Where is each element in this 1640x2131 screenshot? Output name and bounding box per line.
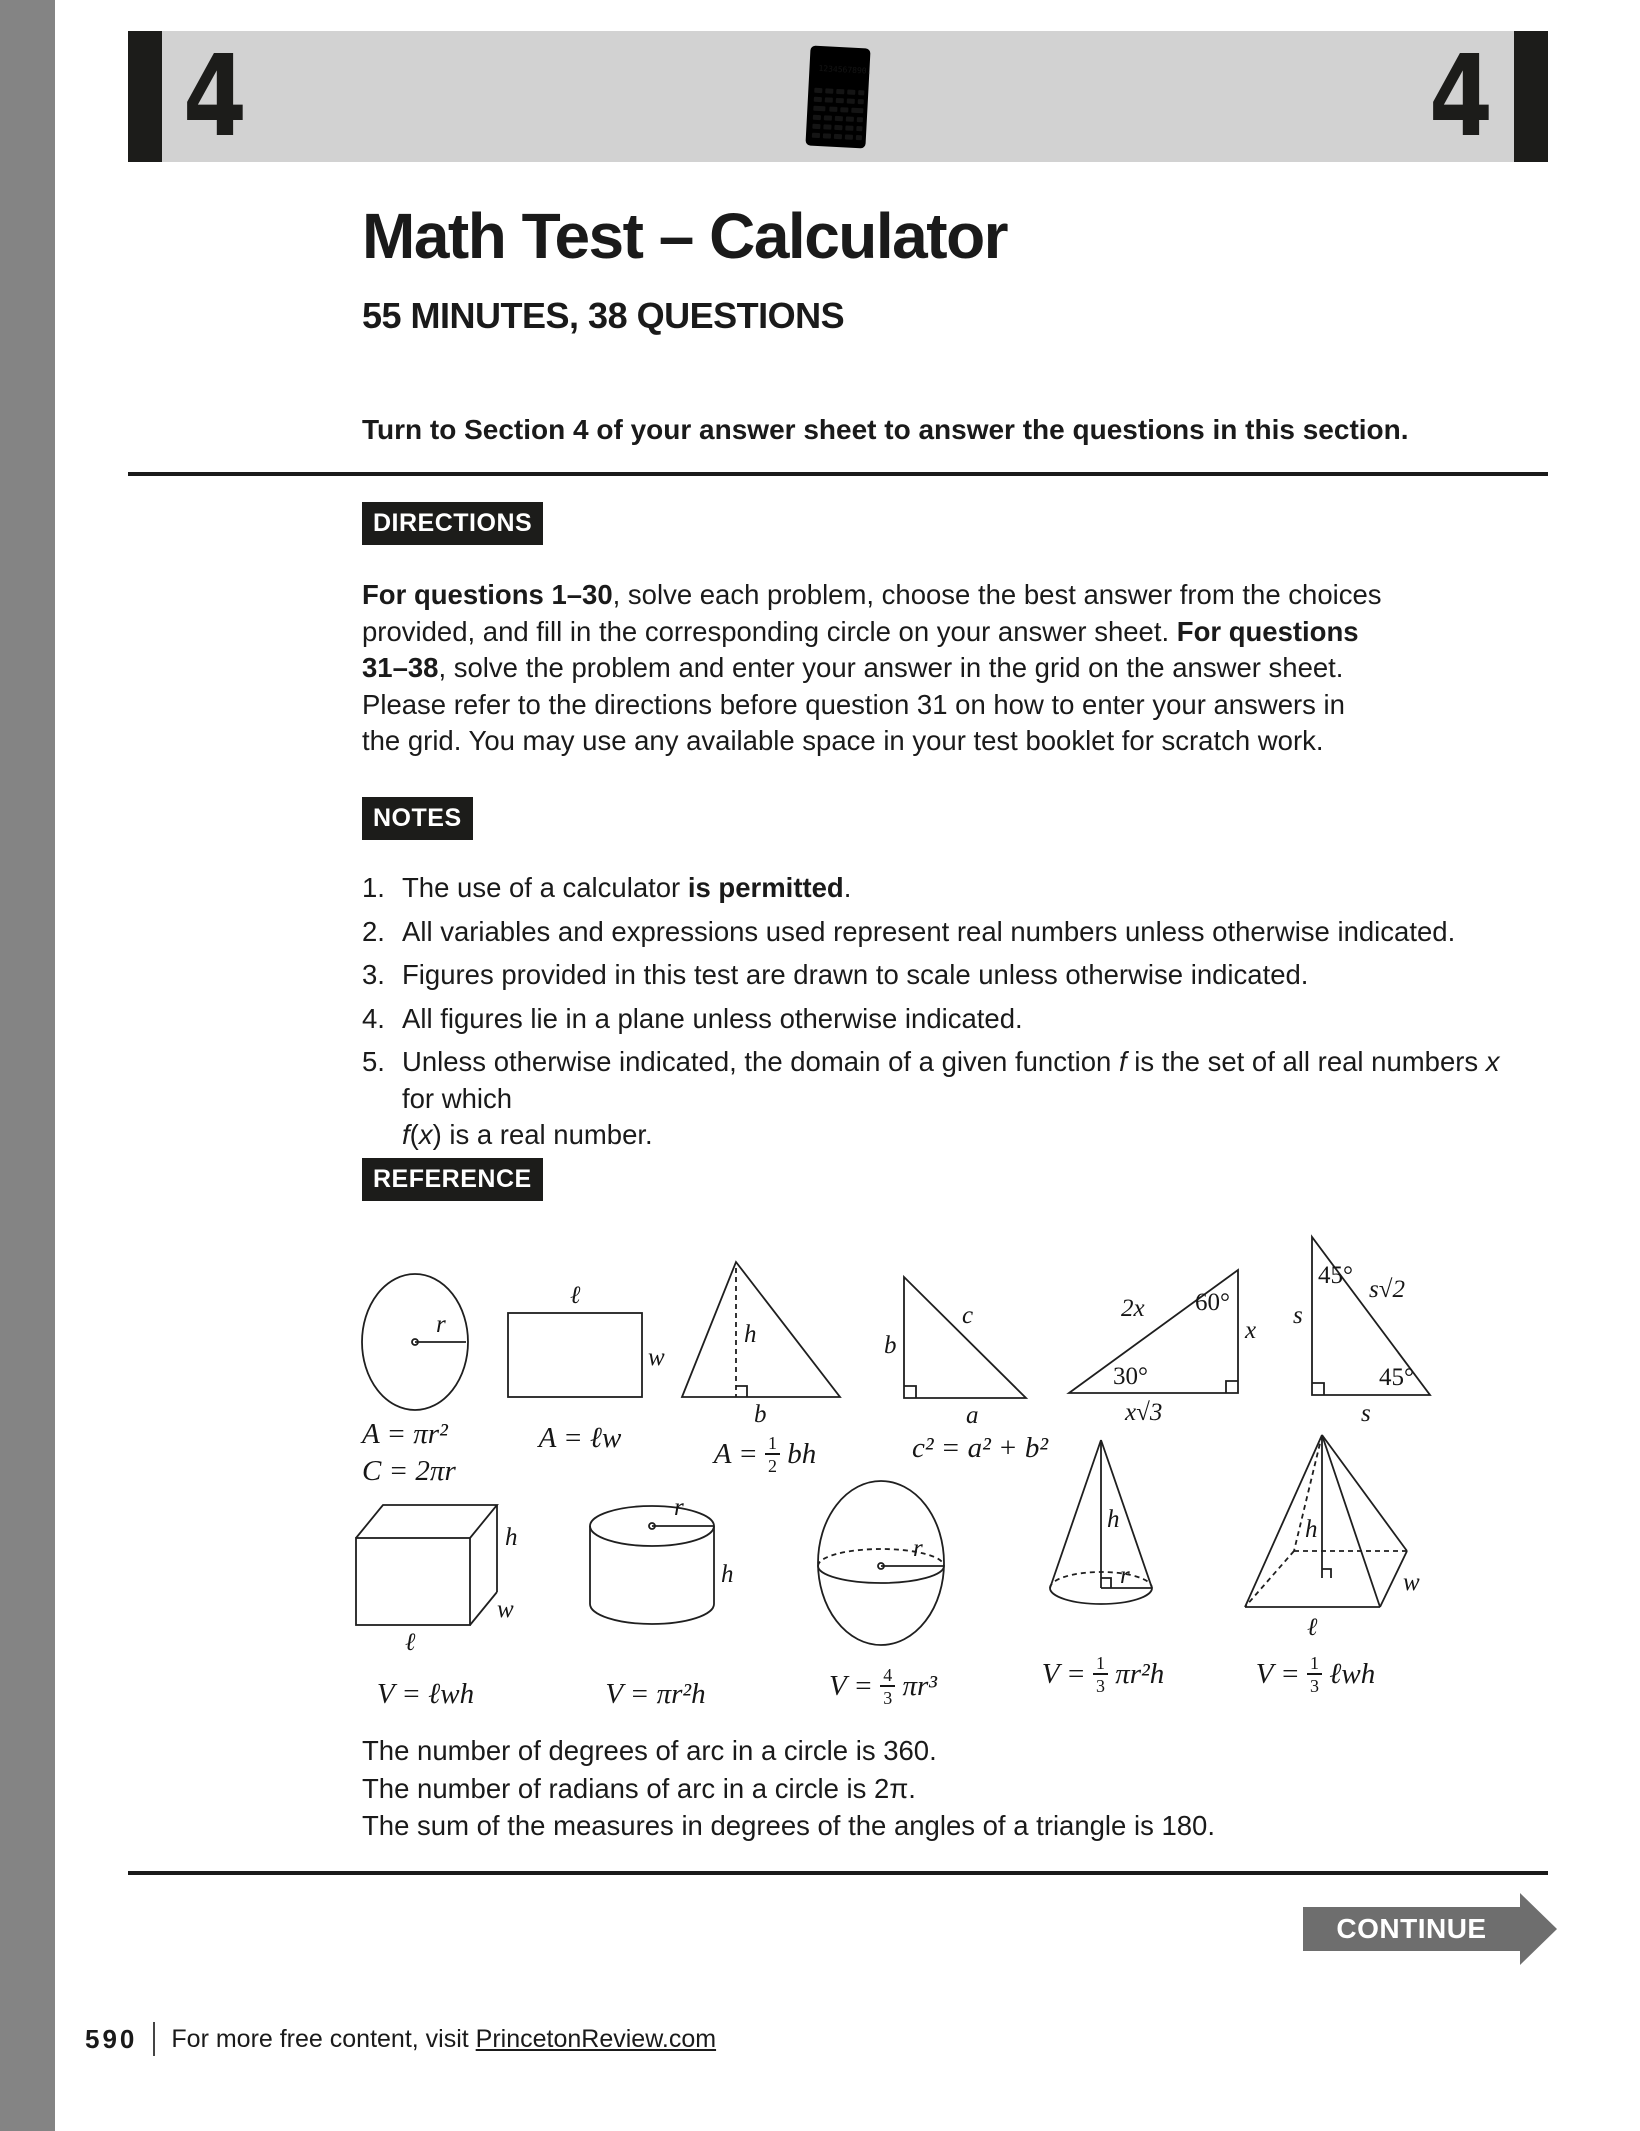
triangle-45-45-90-figure: [1285, 1225, 1455, 1430]
circle-area-formula: A = πr²: [362, 1418, 448, 1450]
page-title: Math Test – Calculator: [362, 200, 1008, 272]
triangle-base-label: b: [754, 1401, 767, 1428]
subtitle-time-questions: 55 MINUTES, 38 QUESTIONS: [362, 295, 845, 336]
directions-bold-1-30: For questions 1–30: [362, 579, 613, 610]
note-number: 4.: [362, 1002, 385, 1034]
note-item-3: [362, 957, 1502, 994]
calculator-icon: [803, 43, 872, 150]
pyramid-figure: [1235, 1425, 1430, 1640]
fraction: [1093, 1654, 1108, 1695]
triangle-area-formula: [660, 1434, 870, 1475]
box-height-label: h: [505, 1524, 518, 1551]
right-triangle-figure: [880, 1265, 1050, 1435]
formula-post: bh: [780, 1438, 817, 1470]
header-left-endcap: [128, 31, 162, 162]
sphere-figure: [815, 1478, 955, 1650]
formula-pre: V =: [1041, 1658, 1093, 1690]
cone-radius-label: r: [1120, 1562, 1130, 1589]
fraction: [765, 1434, 780, 1475]
directions-text-a: , solve each problem, choose the best answer from the choices provided, and fill in the corresponding circle on your answer sheet.: [362, 579, 1382, 647]
circle-radius-label: r: [436, 1311, 446, 1338]
formula-pre: V =: [1255, 1658, 1308, 1690]
sphere-radius-label: r: [913, 1535, 923, 1562]
pyramid-height-label: h: [1305, 1516, 1318, 1543]
directions-bold-31-38: For questions 31–38: [362, 615, 1359, 683]
fact-triangle-sum: The sum of the measures in degrees of the angles of a triangle is 180.: [362, 1810, 1215, 1841]
pyramid-volume-formula: [1238, 1654, 1393, 1695]
rt-base-a-label: a: [966, 1402, 979, 1429]
pyramid-width-label: w: [1403, 1569, 1420, 1596]
pyramid-length-label: ℓ: [1307, 1614, 1318, 1641]
box-width-label: w: [497, 1596, 514, 1623]
base-s-label: s: [1361, 1400, 1371, 1427]
fraction-numerator: 1: [1307, 1654, 1322, 1675]
note5-paren-open: (: [409, 1119, 419, 1150]
angle-45-bottom-label: 45°: [1379, 1364, 1414, 1391]
pythagorean-formula: c² = a² + b²: [911, 1432, 1049, 1464]
cone-figure: [1040, 1432, 1170, 1612]
box-volume-formula: V = ℓwh: [376, 1678, 475, 1710]
note1-text: The use of a calculator: [402, 872, 688, 903]
section-number-right: 4: [1429, 31, 1493, 162]
note-number: 2.: [362, 915, 385, 947]
rect-width-label: w: [648, 1344, 665, 1371]
cone-height-label: h: [1107, 1506, 1120, 1533]
fact-degrees: The number of degrees of arc in a circle is 360.: [362, 1735, 937, 1766]
footer-text-prefix: For more free content, visit: [171, 2024, 476, 2053]
cylinder-height-label: h: [721, 1561, 734, 1588]
fraction-denominator: 2: [768, 1455, 777, 1476]
princeton-review-link[interactable]: PrincetonReview.com: [475, 2024, 717, 2053]
rt-hypotenuse-c-label: c: [962, 1302, 974, 1329]
page-footer: [85, 2022, 716, 2056]
divider-rule-bottom: [128, 1871, 1548, 1875]
continue-arrow-icon: [1520, 1893, 1557, 1965]
reference-facts: [362, 1732, 1215, 1845]
base-xroot3-label: x√3: [1125, 1399, 1163, 1426]
note5-text-d: ) is a real number.: [432, 1119, 653, 1150]
formula-pre: A =: [713, 1438, 766, 1470]
note1-bold: is permitted: [687, 872, 844, 903]
note5-text-b: is the set of all real numbers: [1126, 1046, 1486, 1077]
fraction: [880, 1666, 895, 1707]
fraction-numerator: 1: [765, 1434, 780, 1455]
circle-formulas: [362, 1416, 456, 1490]
fraction: [1307, 1654, 1322, 1695]
directions-text-b: , solve the problem and enter your answer in the grid on the answer sheet. Please refer to the directions before question 31 on how to enter your answers in the grid. You may use any available space in your test booklet for scratch work.: [362, 652, 1345, 756]
rectangle-area-formula: A = ℓw: [538, 1422, 622, 1454]
note-item-1: [362, 870, 1502, 907]
fraction-denominator: 3: [883, 1687, 893, 1708]
rect-length-label: ℓ: [570, 1282, 581, 1309]
note5-x2-italic: x: [418, 1119, 433, 1150]
turn-instruction: Turn to Section 4 of your answer sheet to answer the questions in this section.: [362, 414, 1409, 445]
fraction-denominator: 3: [1096, 1675, 1105, 1696]
note-item-4: [362, 1001, 1502, 1038]
directions-label: DIRECTIONS: [362, 502, 543, 545]
cylinder-figure: [580, 1494, 740, 1633]
directions-paragraph: [362, 577, 1382, 760]
note1-period: .: [843, 872, 852, 903]
note-text: [402, 870, 1502, 907]
triangle-30-60-90-figure: [1055, 1258, 1260, 1428]
divider-rule-top: [128, 472, 1548, 476]
note-number: 3.: [362, 959, 385, 990]
angle-60-label: 60°: [1195, 1289, 1230, 1316]
cone-volume-formula: [1018, 1654, 1188, 1695]
sphere-volume-formula: [798, 1666, 968, 1707]
cylinder-volume-formula: V = πr²h: [605, 1678, 706, 1710]
note5-text-c: for which: [402, 1082, 513, 1114]
triangle-figure: [678, 1250, 853, 1430]
note-item-2: [362, 914, 1502, 951]
formula-post: πr²h: [1107, 1658, 1165, 1690]
fraction-numerator: 4: [880, 1666, 895, 1687]
formula-pre: V =: [828, 1670, 881, 1702]
reference-label: REFERENCE: [362, 1158, 543, 1201]
page-edge-strip: [0, 0, 55, 2131]
calculator-display-digits: 1234567890.: [818, 63, 872, 76]
note-text: [402, 1044, 1502, 1154]
rectangular-box-figure: [345, 1495, 525, 1655]
page-number: 590: [85, 2023, 138, 2054]
rt-side-b-label: b: [884, 1332, 897, 1359]
fact-radians: The number of radians of arc in a circle is 2π.: [362, 1772, 916, 1804]
header-middle: [268, 31, 1408, 162]
angle-45-top-label: 45°: [1318, 1262, 1353, 1289]
notes-list: [362, 870, 1502, 1161]
cylinder-radius-label: r: [674, 1494, 684, 1521]
side-s-left-label: s: [1293, 1302, 1303, 1329]
rectangle-figure: [500, 1283, 665, 1415]
section-header-band: [128, 31, 1548, 162]
note-number: 1.: [362, 872, 385, 903]
header-right-endcap: [1514, 31, 1548, 162]
fraction-numerator: 1: [1093, 1654, 1108, 1675]
circle-circumference-formula: C = 2πr: [362, 1455, 456, 1487]
note-text: All figures lie in a plane unless otherwise indicated.: [402, 1002, 1023, 1034]
side-x-label: x: [1245, 1317, 1257, 1344]
note-text: All variables and expressions used represent real numbers unless otherwise indicated.: [402, 915, 1456, 947]
footer-divider: [153, 2022, 155, 2056]
continue-banner: [1303, 1893, 1563, 1965]
formula-post: πr³: [895, 1670, 937, 1702]
note5-text-a: Unless otherwise indicated, the domain of a given function: [402, 1046, 1119, 1077]
triangle-height-label: h: [744, 1321, 757, 1348]
continue-label: CONTINUE: [1303, 1907, 1520, 1951]
angle-30-label: 30°: [1113, 1363, 1148, 1390]
note-item-5: [362, 1044, 1502, 1154]
note5-f-italic: f: [1118, 1046, 1127, 1077]
notes-label: NOTES: [362, 797, 473, 840]
section-number-left: 4: [183, 31, 247, 162]
fraction-denominator: 3: [1310, 1675, 1320, 1696]
hypotenuse-2x-label: 2x: [1121, 1295, 1145, 1322]
formula-post: ℓwh: [1322, 1658, 1376, 1690]
box-length-label: ℓ: [405, 1629, 416, 1656]
note-number: 5.: [362, 1046, 385, 1077]
note-text: Figures provided in this test are drawn to scale unless otherwise indicated.: [402, 959, 1309, 990]
circle-figure: [352, 1268, 482, 1418]
footer-text: [171, 2025, 716, 2054]
note5-x-italic: x: [1485, 1046, 1500, 1077]
hypotenuse-sroot2-label: s√2: [1369, 1276, 1405, 1303]
note5-f2-italic: f: [402, 1119, 410, 1150]
